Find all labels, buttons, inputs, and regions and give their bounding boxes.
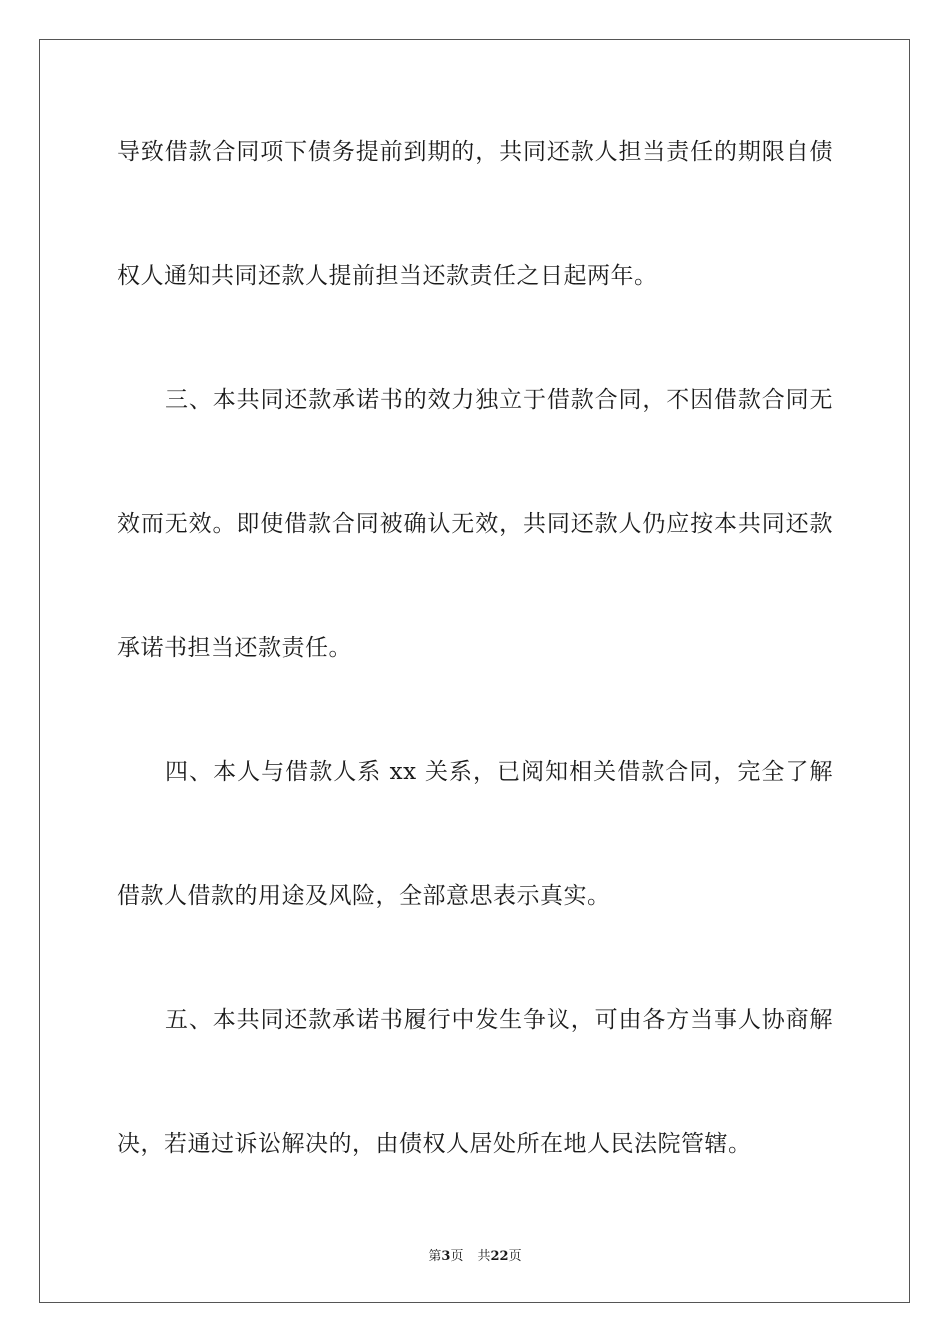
- page-footer: [0, 1248, 950, 1266]
- paragraph-line: 效而无效。即使借款合同被确认无效，共同还款人仍应按本共同还款: [117, 511, 833, 537]
- page-border: [39, 39, 910, 1303]
- paragraph-line: 三、本共同还款承诺书的效力独立于借款合同，不因借款合同无: [165, 387, 833, 413]
- total-unit: 页: [508, 1249, 522, 1264]
- total-prefix: 共: [477, 1249, 491, 1264]
- paragraph-line: 决，若通过诉讼解决的，由债权人居处所在地人民法院管辖。: [117, 1131, 752, 1157]
- paragraph-line: 权人通知共同还款人提前担当还款责任之日起两年。: [117, 263, 658, 289]
- page-unit: 页: [450, 1249, 464, 1264]
- page-prefix: 第: [428, 1249, 442, 1264]
- paragraph-line: 五、本共同还款承诺书履行中发生争议，可由各方当事人协商解: [165, 1007, 833, 1033]
- paragraph-line: 承诺书担当还款责任。: [117, 635, 352, 661]
- total-page-number: 22: [490, 1249, 509, 1264]
- paragraph-line: 借款人借款的用途及风险，全部意思表示真实。: [117, 883, 611, 909]
- current-page-number: 3: [441, 1249, 451, 1264]
- paragraph-line: 导致借款合同项下债务提前到期的，共同还款人担当责任的期限自债: [117, 139, 833, 165]
- paragraph-line: 四、本人与借款人系 xx 关系，已阅知相关借款合同，完全了解: [165, 759, 833, 785]
